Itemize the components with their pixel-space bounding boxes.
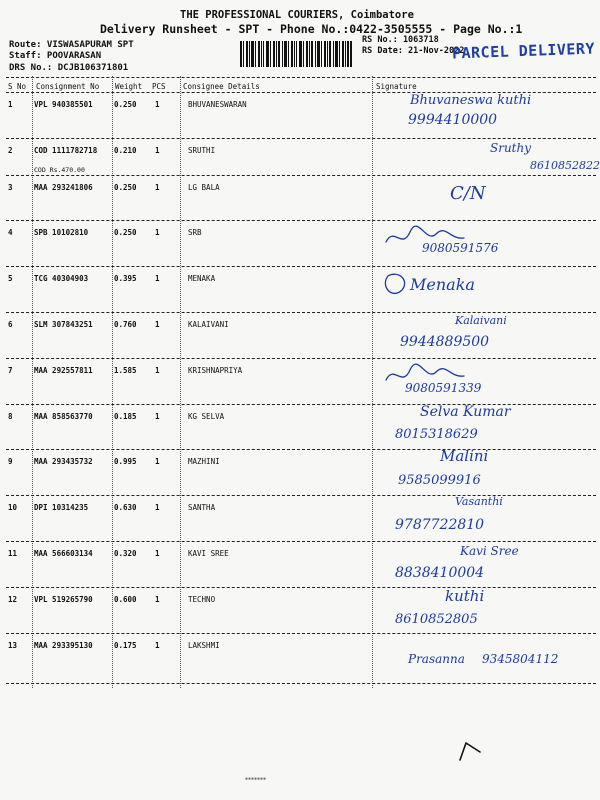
- row-sno: 4: [8, 228, 13, 237]
- row-sno: 12: [8, 595, 18, 604]
- row-signature: [380, 312, 590, 352]
- row-signature: [380, 449, 590, 489]
- header-top-rule: [6, 77, 596, 78]
- col-sno-header: S No: [8, 82, 27, 91]
- signature-scribble: [386, 226, 464, 242]
- row-sno: 3: [8, 183, 13, 192]
- signature-text: Vasanthi: [455, 495, 503, 508]
- row-signature: [380, 175, 590, 215]
- row-consignee: KRISHNAPRIYA: [188, 366, 243, 375]
- signature-loop: [385, 274, 404, 293]
- row-sno: 6: [8, 320, 13, 329]
- row-weight: 0.185: [114, 412, 137, 421]
- row-sno: 1: [8, 100, 13, 109]
- signature-text: Malini: [440, 447, 489, 465]
- row-signature: [380, 220, 590, 260]
- row-signature: [380, 587, 590, 627]
- row-cod-amount: COD Rs.470.00: [34, 166, 85, 174]
- row-consignment-no: COD 1111782718: [34, 146, 98, 155]
- row-consignee: BHUVANESWARAN: [188, 100, 247, 109]
- signature-ink: [380, 404, 590, 444]
- row-signature: [380, 138, 600, 178]
- row-consignment-no: MAA 293395130: [34, 641, 93, 650]
- row-consignment-no: VPL 519265790: [34, 595, 93, 604]
- row-signature: [380, 266, 590, 306]
- signature-ink: [380, 175, 590, 215]
- row-consignment-no: MAA 858563770: [34, 412, 93, 421]
- signature-text: Bhuvaneswa kuthi: [410, 93, 532, 108]
- row-separator: [6, 683, 596, 684]
- row-weight: 0.210: [114, 146, 137, 155]
- row-pcs: 1: [155, 274, 160, 283]
- signature-text: C/N: [450, 183, 486, 204]
- row-consignment-no: SLM 307843251: [34, 320, 93, 329]
- row-pcs: 1: [155, 100, 160, 109]
- column-divider: [112, 76, 113, 688]
- row-sno: 10: [8, 503, 18, 512]
- rs-number: RS No.: 1063718: [362, 35, 439, 45]
- row-sno: 13: [8, 641, 18, 650]
- rs-date: RS Date: 21-Nov-2022: [362, 46, 465, 56]
- signature-phone: 8610852805: [395, 612, 478, 627]
- signature-phone: 8838410004: [395, 565, 485, 581]
- row-pcs: 1: [155, 183, 160, 192]
- row-consignee: MAZHINI: [188, 457, 220, 466]
- column-divider: [372, 76, 373, 688]
- row-pcs: 1: [155, 503, 160, 512]
- row-weight: 0.995: [114, 457, 137, 466]
- row-weight: 0.630: [114, 503, 137, 512]
- row-consignee: SRB: [188, 228, 202, 237]
- row-consignee: KG SELVA: [188, 412, 225, 421]
- signature-ink: [380, 541, 590, 581]
- check-mark-icon: [450, 735, 490, 765]
- row-consignee: TECHNO: [188, 595, 216, 604]
- column-divider: [32, 76, 33, 688]
- row-pcs: 1: [155, 146, 160, 155]
- row-sno: 8: [8, 412, 13, 421]
- row-consignee: KALAIVANI: [188, 320, 229, 329]
- row-weight: 0.395: [114, 274, 137, 283]
- row-consignee: LG BALA: [188, 183, 220, 192]
- signature-ink: [380, 449, 590, 489]
- signature-ink: [380, 358, 590, 398]
- row-weight: 0.250: [114, 183, 137, 192]
- signature-text: Menaka: [410, 275, 475, 294]
- signature-phone: 9345804112: [482, 652, 559, 666]
- row-consignment-no: VPL 940385501: [34, 100, 93, 109]
- row-weight: 0.760: [114, 320, 137, 329]
- row-consignment-no: DPI 10314235: [34, 503, 89, 512]
- row-consignee: SANTHA: [188, 503, 216, 512]
- row-pcs: 1: [155, 641, 160, 650]
- signature-ink: [380, 495, 590, 535]
- row-sno: 11: [8, 549, 18, 558]
- row-pcs: 1: [155, 412, 160, 421]
- row-weight: 0.175: [114, 641, 137, 650]
- row-signature: [380, 358, 590, 398]
- parcel-delivery-stamp: PARCEL DELIVERY: [451, 39, 596, 63]
- signature-text: Sruthy: [490, 141, 532, 155]
- signature-text: Selva Kumar: [420, 404, 511, 420]
- row-weight: 0.250: [114, 228, 137, 237]
- row-consignee: MENAKA: [188, 274, 216, 283]
- row-consignment-no: MAA 293241806: [34, 183, 93, 192]
- row-consignee: KAVI SREE: [188, 549, 229, 558]
- row-consignment-no: MAA 292557811: [34, 366, 93, 375]
- row-sno: 2: [8, 146, 13, 155]
- row-weight: 1.585: [114, 366, 137, 375]
- col-signature-header: Signature: [376, 82, 417, 91]
- signature-phone: 9994410000: [408, 112, 498, 128]
- drs-number: DRS No.: DCJB106371801: [9, 63, 129, 73]
- row-consignee: SRUTHI: [188, 146, 216, 155]
- row-pcs: 1: [155, 457, 160, 466]
- row-consignment-no: SPB 10102810: [34, 228, 89, 237]
- signature-phone: 9787722810: [395, 517, 485, 533]
- staff-text: Staff: POOVARASAN: [9, 51, 102, 61]
- row-consignment-no: MAA 566603134: [34, 549, 93, 558]
- row-pcs: 1: [155, 549, 160, 558]
- signature-text: Prasanna: [408, 652, 465, 666]
- company-title: THE PROFESSIONAL COURIERS, Coimbatore: [180, 9, 414, 21]
- signature-ink: [380, 92, 590, 132]
- signature-phone: 9585099916: [398, 473, 481, 488]
- row-pcs: 1: [155, 228, 160, 237]
- signature-text: kuthi: [445, 587, 485, 605]
- row-weight: 0.320: [114, 549, 137, 558]
- runsheet-subtitle: Delivery Runsheet - SPT - Phone No.:0422-3505555 - Page No.:1: [100, 22, 523, 36]
- signature-ink: [380, 138, 600, 178]
- col-consignment-header: Consignment No: [36, 82, 100, 91]
- signature-ink: [380, 220, 590, 260]
- signature-ink: [380, 633, 590, 673]
- row-weight: 0.250: [114, 100, 137, 109]
- signature-ink: [380, 266, 590, 306]
- signature-ink: [380, 312, 590, 352]
- signature-phone: 9080591339: [405, 381, 482, 395]
- row-pcs: 1: [155, 595, 160, 604]
- row-consignment-no: TCG 40304903: [34, 274, 89, 283]
- row-signature: [380, 495, 590, 535]
- signature-phone: 9944889500: [400, 334, 490, 350]
- row-sno: 7: [8, 366, 13, 375]
- col-pcs-header: PCS: [152, 82, 166, 91]
- signature-text: Kalaivani: [455, 314, 507, 327]
- row-signature: [380, 92, 590, 132]
- row-sno: 9: [8, 457, 13, 466]
- column-divider: [180, 76, 181, 688]
- row-signature: [380, 633, 590, 673]
- col-weight-header: Weight: [115, 82, 143, 91]
- col-consignee-header: Consignee Details: [183, 82, 260, 91]
- route-text: Route: VISWASAPURAM SPT: [9, 40, 134, 50]
- row-pcs: 1: [155, 320, 160, 329]
- signature-text: Kavi Sree: [460, 544, 519, 558]
- row-consignment-no: MAA 293435732: [34, 457, 93, 466]
- row-signature: [380, 404, 590, 444]
- signature-phone: 9080591576: [422, 241, 499, 255]
- signature-phone: 8015318629: [395, 427, 478, 442]
- barcode-image: [240, 41, 352, 67]
- row-weight: 0.600: [114, 595, 137, 604]
- row-consignee: LAKSHMI: [188, 641, 220, 650]
- signature-phone: 8610852822: [530, 159, 600, 172]
- signature-scribble: [386, 364, 464, 380]
- footer-printer-mark: ▪▪▪▪▪▪▪: [245, 776, 267, 782]
- signature-ink: [380, 587, 590, 627]
- row-signature: [380, 541, 590, 581]
- row-sno: 5: [8, 274, 13, 283]
- row-pcs: 1: [155, 366, 160, 375]
